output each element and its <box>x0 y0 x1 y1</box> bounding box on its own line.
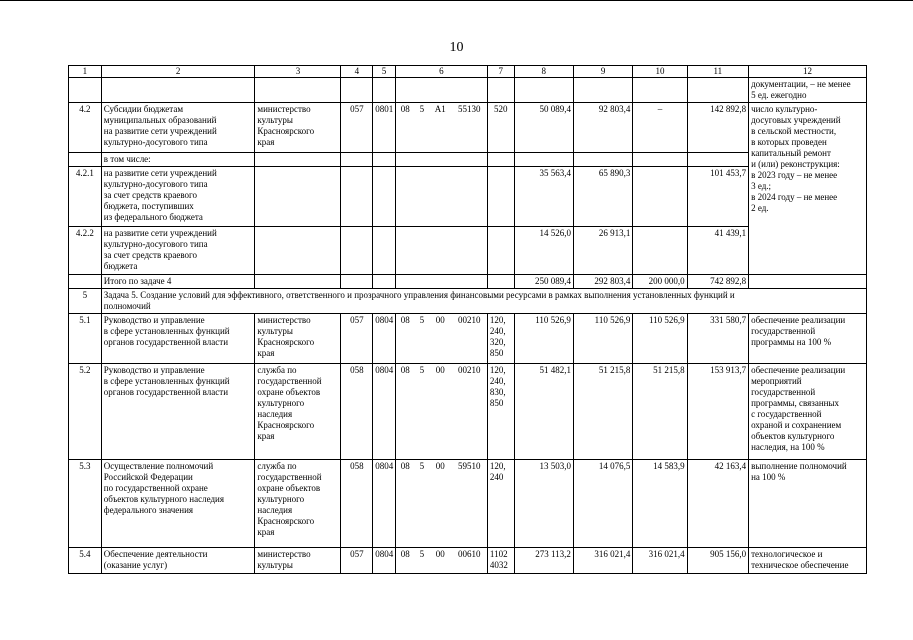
value-total: 742 892,8 <box>687 275 748 289</box>
header-cell: 4 <box>341 66 373 78</box>
header-cell: 6 <box>395 66 487 78</box>
code-vr: 120, 240 <box>487 460 514 548</box>
row-number: 4.2.2 <box>69 227 102 275</box>
code-csr-1: 08 <box>395 460 414 548</box>
code-rzpr: 0804 <box>373 548 396 574</box>
value-2024: 51 215,8 <box>573 364 632 460</box>
value-total: 41 439,1 <box>687 227 748 275</box>
table-row <box>69 314 867 364</box>
value-2024: 292 803,4 <box>573 275 632 289</box>
row-number: 4.2 <box>69 103 102 153</box>
row-number: 5.3 <box>69 460 102 548</box>
value-2023: 35 563,4 <box>514 167 573 227</box>
value-total: 153 913,7 <box>687 364 748 460</box>
value-2025: 51 215,8 <box>633 364 687 460</box>
header-cell: 11 <box>687 66 748 78</box>
code-rzpr: 0804 <box>373 460 396 548</box>
code-csr-3: 00 <box>429 364 452 460</box>
table-row <box>69 364 867 460</box>
value-2025: 316 021,4 <box>633 548 687 574</box>
code-csr-3: А1 <box>429 103 452 153</box>
code-vr: 120, 240, 320, 850 <box>487 314 514 364</box>
row-number: 5.4 <box>69 548 102 574</box>
row-name: Руководство и управление в сфере установленных функций органов государственной власти <box>101 364 255 460</box>
header-cell: 1 <box>69 66 102 78</box>
row-administrator: министерство культуры Красноярского края <box>255 103 341 153</box>
code-grbs: 057 <box>341 314 373 364</box>
value-2024: 110 526,9 <box>573 314 632 364</box>
row-name: Руководство и управление в сфере установленных функций органов государственной власти <box>101 314 255 364</box>
value-2023: 273 113,2 <box>514 548 573 574</box>
row-number: 5 <box>69 289 102 314</box>
value-2025: 200 000,0 <box>633 275 687 289</box>
program-table <box>68 65 867 574</box>
code-csr-2: 5 <box>415 460 429 548</box>
code-vr: 1102 4032 <box>487 548 514 574</box>
header-row <box>69 66 867 78</box>
row-name: Субсидии бюджетам муниципальных образований на развитие сети учреждений культурно-досугового типа <box>101 103 255 153</box>
result-cell: обеспечение реализации мероприятий государственной программы, связанных с государственной охраной и сохранением объектов культурного наследия, на 100 % <box>749 364 867 460</box>
result-cell: число культурно- досуговых учреждений в сельской местности, в которых проведен капитальный ремонт и (или) реконструкция: в 2023 году – не менее 3 ед.; в 2024 году – не менее 2 ед. <box>749 103 867 275</box>
code-grbs: 058 <box>341 460 373 548</box>
row-name: Обеспечение деятельности (оказание услуг) <box>101 548 255 574</box>
row-number: 5.2 <box>69 364 102 460</box>
table-row <box>69 460 867 548</box>
header-cell: 10 <box>633 66 687 78</box>
code-csr-2: 5 <box>415 314 429 364</box>
code-csr-1: 08 <box>395 548 414 574</box>
code-rzpr: 0804 <box>373 314 396 364</box>
table-row <box>69 167 867 227</box>
value-2025: 110 526,9 <box>633 314 687 364</box>
header-cell: 8 <box>514 66 573 78</box>
header-cell: 12 <box>749 66 867 78</box>
code-csr-3: 00 <box>429 460 452 548</box>
total-row <box>69 275 867 289</box>
section-row <box>69 289 867 314</box>
header-cell: 9 <box>573 66 632 78</box>
code-grbs: 057 <box>341 548 373 574</box>
code-csr-4: 59510 <box>452 460 488 548</box>
row-name: в том числе: <box>101 153 255 167</box>
code-vr: 120, 240, 830, 850 <box>487 364 514 460</box>
value-2023: 250 089,4 <box>514 275 573 289</box>
code-csr-1: 08 <box>395 364 414 460</box>
code-csr-2: 5 <box>415 364 429 460</box>
header-cell: 5 <box>373 66 396 78</box>
value-2023: 14 526,0 <box>514 227 573 275</box>
section-title: Задача 5. Создание условий для эффективного, ответственного и прозрачного управления финансовыми ресурсами в рамках выполнения установленных функций и полномочий <box>101 289 866 314</box>
value-2023: 13 503,0 <box>514 460 573 548</box>
code-csr-1: 08 <box>395 314 414 364</box>
code-csr-2: 5 <box>415 548 429 574</box>
header-cell: 3 <box>255 66 341 78</box>
code-vr: 520 <box>487 103 514 153</box>
value-2025: – <box>633 103 687 153</box>
result-cell: технологическое и техническое обеспечение <box>749 548 867 574</box>
value-total: 142 892,8 <box>687 103 748 153</box>
code-csr-3: 00 <box>429 314 452 364</box>
top-rule <box>0 0 913 1</box>
table-row <box>69 153 867 167</box>
row-name: на развитие сети учреждений культурно-досугового типа за счет средств краевого бюджета, поступивших из федерального бюджета <box>101 167 255 227</box>
code-rzpr: 0804 <box>373 364 396 460</box>
value-2025: 14 583,9 <box>633 460 687 548</box>
table-row <box>69 78 867 103</box>
code-csr-4: 55130 <box>452 103 488 153</box>
row-name: Итого по задаче 4 <box>101 275 255 289</box>
code-csr-4: 00610 <box>452 548 488 574</box>
value-total: 42 163,4 <box>687 460 748 548</box>
result-cell: обеспечение реализации государственной программы на 100 % <box>749 314 867 364</box>
table-row <box>69 548 867 574</box>
row-administrator: служба по государственной охране объектов культурного наследия Красноярского края <box>255 460 341 548</box>
value-2024: 65 890,3 <box>573 167 632 227</box>
result-cell: выполнение полномочий на 100 % <box>749 460 867 548</box>
value-total: 905 156,0 <box>687 548 748 574</box>
code-csr-2: 5 <box>415 103 429 153</box>
value-total: 101 453,7 <box>687 167 748 227</box>
value-total: 331 580,7 <box>687 314 748 364</box>
code-csr-4: 00210 <box>452 364 488 460</box>
code-grbs: 057 <box>341 103 373 153</box>
code-grbs: 058 <box>341 364 373 460</box>
value-2023: 51 482,1 <box>514 364 573 460</box>
value-2024: 92 803,4 <box>573 103 632 153</box>
row-name: Осуществление полномочий Российской Федерации по государственной охране объектов культурного наследия федерального значения <box>101 460 255 548</box>
table-row <box>69 227 867 275</box>
row-administrator: служба по государственной охране объектов культурного наследия Красноярского края <box>255 364 341 460</box>
code-rzpr: 0801 <box>373 103 396 153</box>
page-number: 10 <box>449 40 464 55</box>
code-csr-3: 00 <box>429 548 452 574</box>
table-row <box>69 103 867 153</box>
header-cell: 2 <box>101 66 255 78</box>
value-2023: 110 526,9 <box>514 314 573 364</box>
code-csr-1: 08 <box>395 103 414 153</box>
value-2024: 316 021,4 <box>573 548 632 574</box>
row-number: 5.1 <box>69 314 102 364</box>
header-cell: 7 <box>487 66 514 78</box>
row-name: на развитие сети учреждений культурно-досугового типа за счет средств краевого бюджета <box>101 227 255 275</box>
value-2023: 50 089,4 <box>514 103 573 153</box>
row-administrator: министерство культуры Красноярского края <box>255 314 341 364</box>
result-cell: документации, – не менее 5 ед. ежегодно <box>749 78 867 103</box>
value-2024: 26 913,1 <box>573 227 632 275</box>
code-csr-4: 00210 <box>452 314 488 364</box>
row-number: 4.2.1 <box>69 167 102 227</box>
row-administrator: министерство культуры <box>255 548 341 574</box>
value-2024: 14 076,5 <box>573 460 632 548</box>
